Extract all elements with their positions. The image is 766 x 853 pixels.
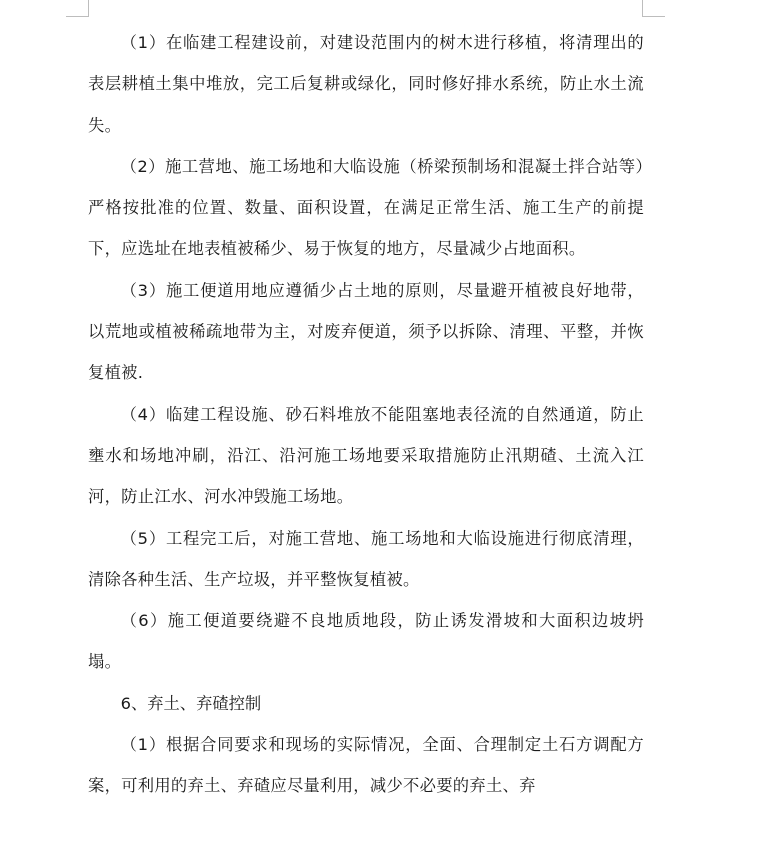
document-body bbox=[88, 22, 644, 807]
paragraph-2: （2）施工营地、施工场地和大临设施（桥梁预制场和混凝土拌合站等）严格按批准的位置、数量、面积设置，在满足正常生活、施工生产的前提下，应选址在地表植被稀少、易于恢复的地方，尽量减少占地面积。 bbox=[88, 156, 644, 259]
paragraph-4: （4）临建工程设施、砂石料堆放不能阻塞地表径流的自然通道，防止壅水和场地冲刷，沿江、沿河施工场地要采取措施防止汛期碴、土流入江河，防止江水、河水冲毁施工场地。 bbox=[88, 404, 644, 507]
page-corner-mark-right bbox=[642, 0, 665, 17]
paragraph-6: （6）施工便道要绕避不良地质地段，防止诱发滑坡和大面积边坡坍塌。 bbox=[88, 611, 644, 672]
paragraph-3: （3）施工便道用地应遵循少占土地的原则，尽量避开植被良好地带，以荒地或植被稀疏地带为主，对废弃便道，须予以拆除、清理、平整，并恢复植被. bbox=[88, 280, 644, 383]
page-corner-mark-left bbox=[66, 0, 89, 17]
section-paragraph-1: （1）根据合同要求和现场的实际情况，全面、合理制定土石方调配方案，可利用的弃土、弃碴应尽量利用，减少不必要的弃土、弃 bbox=[88, 735, 644, 796]
paragraph-5: （5）工程完工后，对施工营地、施工场地和大临设施进行彻底清理，清除各种生活、生产垃圾，并平整恢复植被。 bbox=[88, 528, 644, 589]
section-heading: 6、弃土、弃碴控制 bbox=[120, 693, 262, 713]
paragraph-1: （1）在临建工程建设前，对建设范围内的树木进行移植，将清理出的表层耕植土集中堆放，完工后复耕或绿化，同时修好排水系统，防止水土流失。 bbox=[88, 33, 644, 135]
